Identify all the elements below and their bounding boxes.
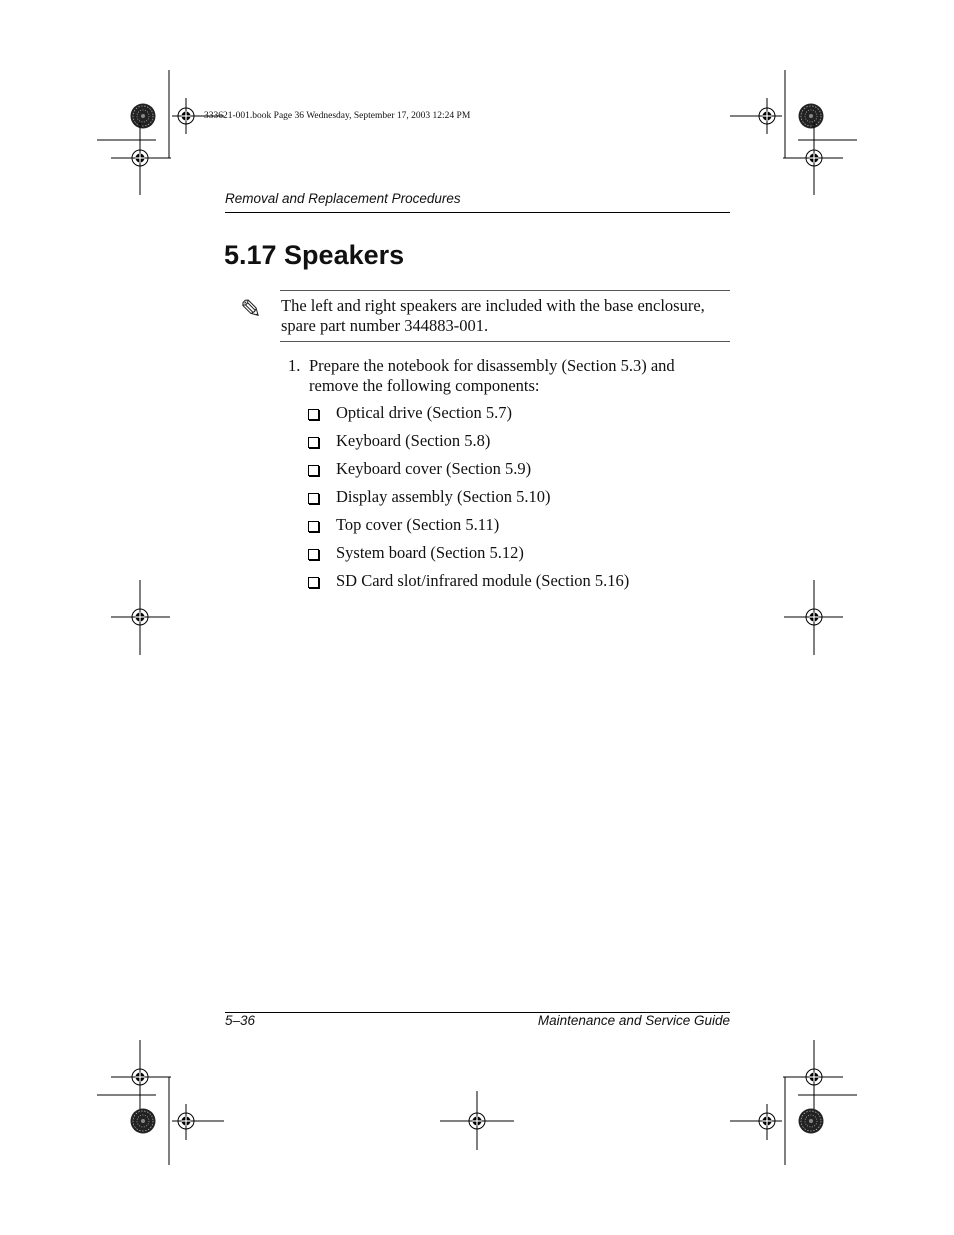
checkbox-bullet-icon	[308, 493, 319, 504]
list-item	[308, 571, 728, 599]
print-slug: 333621-001.book Page 36 Wednesday, September 17, 2003 12:24 PM	[204, 111, 471, 121]
component-label: SD Card slot/infrared module (Section 5.16)	[336, 571, 630, 590]
checkbox-bullet-icon	[308, 549, 319, 560]
step-number: 1.	[288, 356, 301, 375]
header-rule	[225, 212, 730, 213]
page-title: 5.17 Speakers	[224, 240, 405, 270]
step-line: remove the following components:	[309, 375, 540, 395]
list-item	[308, 487, 728, 515]
note-line: The left and right speakers are included with the base enclosure,	[281, 296, 705, 315]
checkbox-bullet-icon	[308, 577, 319, 588]
note-line: spare part number 344883-001.	[281, 315, 489, 335]
step-text	[309, 356, 729, 395]
running-head: Removal and Replacement Procedures	[225, 191, 461, 206]
checkbox-bullet-icon	[308, 521, 319, 532]
note-text	[281, 296, 731, 335]
list-item	[308, 403, 728, 431]
step-line: Prepare the notebook for disassembly (Section 5.3) and	[309, 356, 675, 375]
checkbox-bullet-icon	[308, 409, 319, 420]
pencil-note-icon: ✎	[240, 295, 262, 325]
guide-title: Maintenance and Service Guide	[537, 1013, 730, 1028]
component-label: Display assembly (Section 5.10)	[336, 487, 551, 506]
component-label: Optical drive (Section 5.7)	[336, 403, 512, 422]
checkbox-bullet-icon	[308, 465, 319, 476]
component-label: Keyboard cover (Section 5.9)	[336, 459, 532, 478]
list-item	[308, 459, 728, 487]
note-rule-bottom	[280, 341, 730, 342]
component-list	[308, 403, 728, 599]
component-label: System board (Section 5.12)	[336, 543, 524, 562]
component-label: Top cover (Section 5.11)	[336, 515, 500, 534]
list-item	[308, 515, 728, 543]
component-label: Keyboard (Section 5.8)	[336, 431, 491, 450]
checkbox-bullet-icon	[308, 437, 319, 448]
list-item	[308, 543, 728, 571]
list-item	[308, 431, 728, 459]
note-rule-top	[280, 290, 730, 291]
page-number: 5–36	[225, 1013, 256, 1028]
